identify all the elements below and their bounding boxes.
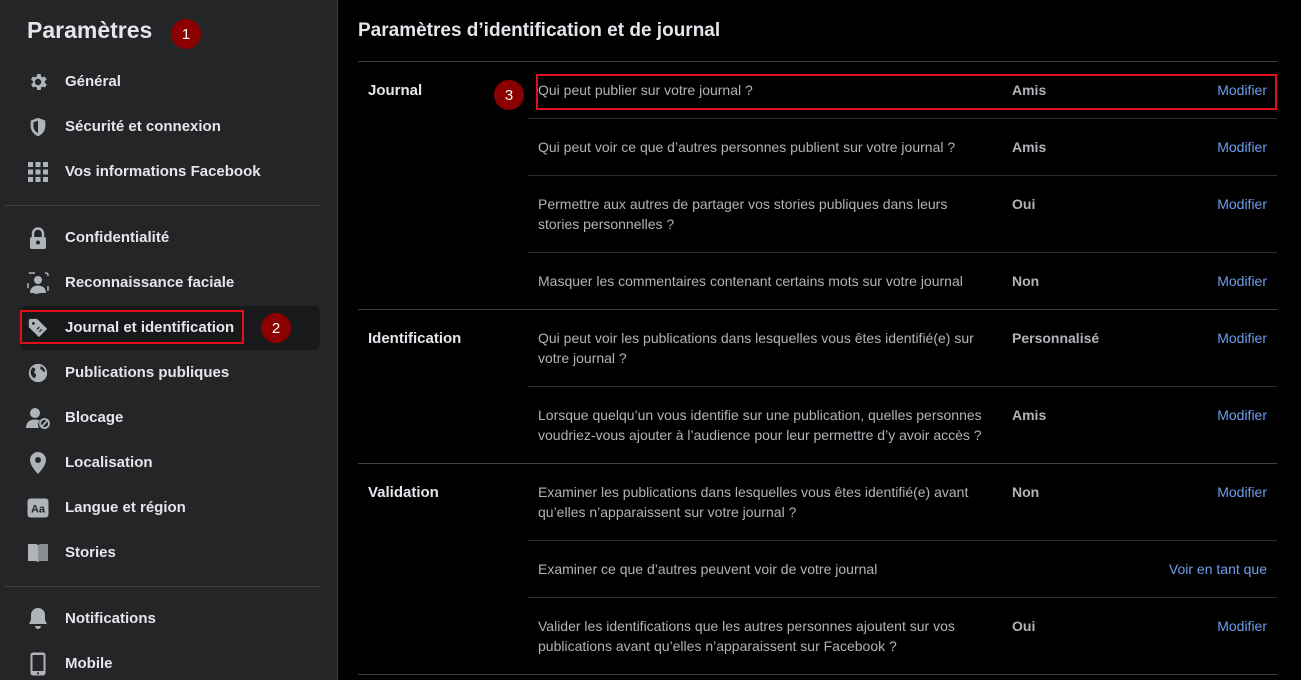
edit-link[interactable]: Modifier	[1217, 82, 1267, 98]
view-as-link[interactable]: Voir en tant que	[1168, 561, 1267, 577]
row-divider	[528, 540, 1277, 541]
setting-value: Non	[1012, 273, 1040, 289]
book-icon	[26, 541, 50, 565]
sidebar-divider	[5, 586, 320, 587]
gear-icon	[26, 70, 50, 94]
sidebar-item-security[interactable]	[20, 105, 320, 149]
row-divider	[528, 252, 1277, 253]
section-label-identification: Identification	[368, 330, 462, 347]
setting-value: Non	[1012, 484, 1040, 500]
setting-question: Examiner les publications dans lesquelles vous êtes identifié(e) avant qu’elles n’apparaissent sur votre journal ?	[538, 484, 969, 520]
lock-icon	[26, 226, 50, 250]
annotation-badge-2: 2	[261, 313, 291, 343]
sidebar-item-mobile[interactable]	[20, 642, 320, 680]
sidebar-item-label: Journal et identification	[65, 319, 235, 336]
section-divider	[358, 674, 1277, 675]
setting-value: Amis	[1012, 407, 1047, 423]
sidebar-item-notifications[interactable]	[20, 597, 320, 641]
mobile-icon	[26, 652, 50, 676]
sidebar-item-your-facebook-info[interactable]	[20, 150, 320, 194]
sidebar-item-face-recognition[interactable]	[20, 261, 320, 305]
edit-link[interactable]: Modifier	[1217, 484, 1267, 500]
settings-sidebar	[0, 0, 338, 680]
sidebar-divider	[5, 205, 320, 206]
annotation-badge-3: 3	[494, 80, 524, 110]
setting-value: Amis	[1012, 139, 1047, 155]
setting-value: Amis	[1012, 82, 1047, 98]
sidebar-item-privacy[interactable]	[20, 216, 320, 260]
setting-question: Qui peut voir les publications dans lesquelles vous êtes identifié(e) sur votre journal ?	[538, 330, 974, 366]
section-label-journal: Journal	[368, 82, 423, 99]
row-divider	[528, 118, 1277, 119]
edit-link[interactable]: Modifier	[1217, 618, 1267, 634]
sidebar-item-language-region[interactable]	[20, 486, 320, 530]
sidebar-item-general[interactable]	[20, 60, 320, 104]
setting-question: Lorsque quelqu’un vous identifie sur une publication, quelles personnes voudriez-vous ajouter à l’audience pour leur permettre d’y avoir accès ?	[538, 407, 982, 443]
row-divider	[528, 386, 1277, 387]
sidebar-item-label: Sécurité et connexion	[65, 118, 221, 135]
sidebar-item-label: Général	[65, 73, 121, 90]
setting-value: Oui	[1012, 618, 1036, 634]
edit-link[interactable]: Modifier	[1217, 273, 1267, 289]
section-label-validation: Validation	[368, 484, 439, 501]
location-pin-icon	[26, 451, 50, 475]
sidebar-item-label: Langue et région	[65, 499, 186, 516]
sidebar-item-label: Notifications	[65, 610, 156, 627]
setting-question: Masquer les commentaires contenant certains mots sur votre journal	[538, 273, 963, 289]
annotation-badge-1: 1	[171, 19, 201, 49]
globe-icon	[26, 361, 50, 385]
bell-icon	[26, 607, 50, 631]
sidebar-item-label: Mobile	[65, 655, 113, 672]
tag-icon	[26, 316, 50, 340]
sidebar-item-label: Reconnaissance faciale	[65, 274, 235, 291]
grid-icon	[26, 160, 50, 184]
sidebar-item-label: Publications publiques	[65, 364, 230, 381]
row-divider	[528, 175, 1277, 176]
setting-value: Personnalisé	[1012, 330, 1100, 346]
edit-link[interactable]: Modifier	[1217, 139, 1267, 155]
sidebar-item-location[interactable]	[20, 441, 320, 485]
sidebar-title: Paramètres	[27, 17, 153, 43]
edit-link[interactable]: Modifier	[1217, 330, 1267, 346]
edit-link[interactable]: Modifier	[1217, 196, 1267, 212]
setting-question: Qui peut voir ce que d’autres personnes publient sur votre journal ?	[538, 139, 956, 155]
sidebar-item-label: Blocage	[65, 409, 124, 426]
setting-question: Qui peut publier sur votre journal ?	[538, 82, 753, 98]
title-divider	[358, 61, 1277, 62]
block-user-icon	[26, 406, 50, 430]
section-divider	[358, 309, 1277, 310]
setting-question: Valider les identifications que les autres personnes ajoutent sur vos publications avant qu’elles n’apparaissent sur Facebook ?	[538, 618, 955, 654]
edit-link[interactable]: Modifier	[1217, 407, 1267, 423]
svg-text:Aa: Aa	[30, 503, 46, 516]
sidebar-item-label: Stories	[65, 544, 116, 561]
sidebar-item-label: Confidentialité	[65, 229, 170, 246]
setting-value: Oui	[1012, 196, 1036, 212]
sidebar-item-label: Localisation	[65, 454, 153, 471]
sidebar-item-stories[interactable]	[20, 531, 320, 575]
setting-question: Permettre aux autres de partager vos stories publiques dans leurs stories personnelles ?	[538, 196, 948, 232]
sidebar-item-blocking[interactable]	[20, 396, 320, 440]
section-divider	[358, 463, 1277, 464]
sidebar-item-public-posts[interactable]	[20, 351, 320, 395]
shield-icon	[26, 115, 50, 139]
language-icon	[26, 496, 50, 520]
setting-question: Examiner ce que d’autres peuvent voir de votre journal	[538, 561, 878, 577]
row-divider	[528, 597, 1277, 598]
face-user-icon	[26, 271, 50, 295]
page-title: Paramètres d’identification et de journal	[358, 20, 721, 41]
sidebar-item-label: Vos informations Facebook	[65, 163, 261, 180]
